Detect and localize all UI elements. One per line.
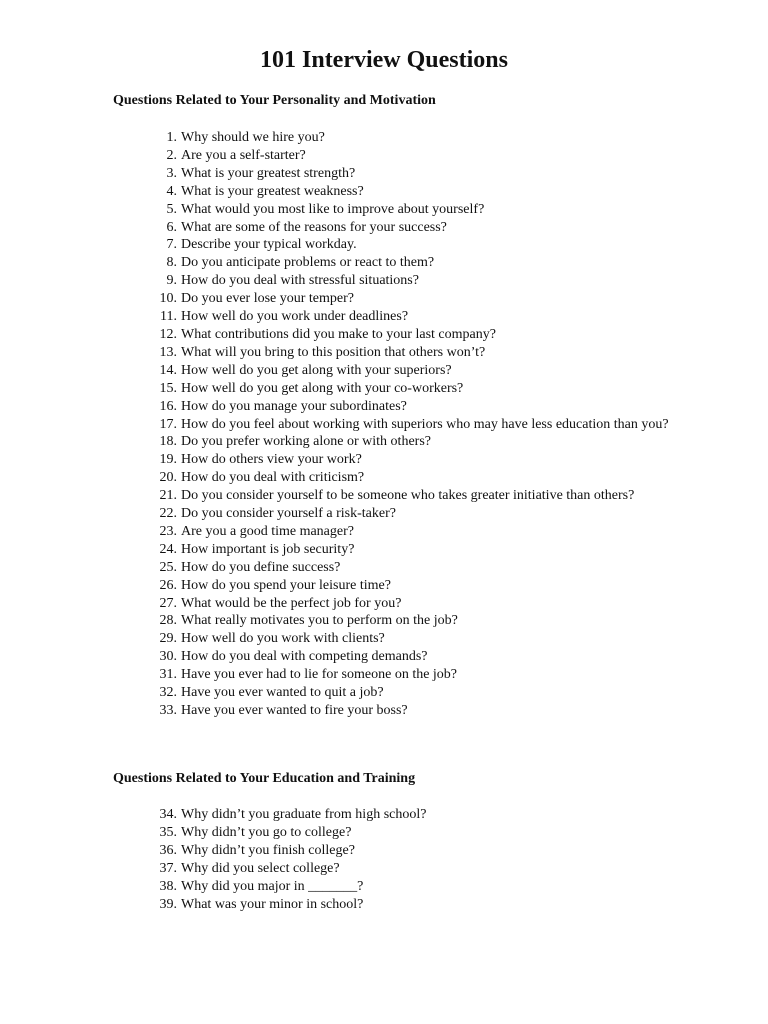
- question-item: [150, 147, 670, 165]
- question-number: 10.: [159, 291, 177, 307]
- question-number: 39.: [159, 896, 177, 912]
- question-text: What is your greatest strength?: [181, 165, 356, 181]
- question-item: [150, 236, 670, 254]
- question-number: 5.: [166, 201, 177, 217]
- question-item: [150, 398, 670, 416]
- question-text: Do you consider yourself a risk-taker?: [181, 506, 396, 522]
- question-number: 9.: [166, 273, 177, 289]
- question-item: [150, 451, 670, 469]
- question-item: [150, 577, 670, 595]
- question-number: 26.: [159, 577, 177, 593]
- question-text: How well do you work under deadlines?: [181, 309, 409, 325]
- question-text: What is your greatest weakness?: [181, 183, 364, 199]
- question-item: [150, 326, 670, 344]
- question-item: [150, 684, 670, 702]
- question-number: 25.: [159, 559, 177, 575]
- question-text: Do you prefer working alone or with others?: [181, 434, 431, 450]
- question-number: 22.: [159, 506, 177, 522]
- question-number: 34.: [159, 807, 177, 822]
- question-text: What are some of the reasons for your success?: [181, 219, 447, 235]
- question-number: 27.: [159, 595, 177, 611]
- question-text: Do you anticipate problems or react to them?: [181, 255, 435, 271]
- question-number: 18.: [159, 434, 177, 450]
- question-item: [150, 290, 670, 308]
- question-number: 30.: [159, 649, 177, 665]
- question-item: [150, 344, 670, 362]
- question-item: [150, 469, 670, 487]
- question-item: [150, 612, 670, 630]
- question-number: 11.: [160, 309, 177, 325]
- question-number: 31.: [159, 667, 177, 683]
- question-item: [150, 702, 670, 720]
- question-text: How do you deal with stressful situations?: [181, 273, 419, 289]
- question-text: Are you a good time manager?: [181, 523, 354, 539]
- question-item: [150, 806, 670, 824]
- question-number: 13.: [159, 344, 177, 360]
- question-number: 33.: [159, 703, 177, 718]
- question-item: [150, 201, 670, 219]
- question-text: What contributions did you make to your last company?: [181, 326, 496, 342]
- page-title: 101 Interview Questions: [260, 47, 508, 73]
- question-number: 29.: [159, 631, 177, 647]
- question-number: 3.: [166, 165, 177, 181]
- question-text: Do you ever lose your temper?: [181, 291, 354, 307]
- question-text: How do you deal with competing demands?: [181, 649, 428, 665]
- question-item: [150, 362, 670, 380]
- question-item: [150, 648, 670, 666]
- question-text: How well do you get along with your superiors?: [181, 362, 452, 378]
- question-text: Why didn’t you go to college?: [181, 824, 352, 840]
- question-item: [150, 824, 670, 842]
- question-number: 16.: [159, 398, 177, 414]
- question-item: [150, 842, 670, 860]
- question-number: 2.: [166, 147, 177, 163]
- question-text: How do you feel about working with superiors who may have less education than you?: [181, 416, 669, 432]
- question-text: What would be the perfect job for you?: [181, 595, 402, 611]
- question-item: [150, 523, 670, 541]
- question-item: [150, 878, 670, 896]
- question-number: 32.: [159, 685, 177, 701]
- question-number: 24.: [159, 541, 177, 557]
- question-text: How do others view your work?: [181, 452, 362, 468]
- question-text: How do you define success?: [181, 559, 341, 575]
- question-number: 20.: [159, 470, 177, 486]
- section-heading-personality: Questions Related to Your Personality and Motivation: [113, 93, 436, 108]
- question-text: How well do you work with clients?: [181, 631, 385, 647]
- question-number: 36.: [159, 842, 177, 858]
- question-text: Do you consider yourself to be someone who takes greater initiative than others?: [181, 488, 635, 504]
- question-item: [150, 380, 670, 398]
- question-item: [150, 860, 670, 878]
- question-list-personality: [150, 129, 670, 720]
- question-text: Why should we hire you?: [181, 130, 325, 145]
- question-item: [150, 308, 670, 326]
- question-number: 6.: [166, 219, 177, 235]
- question-text: Why didn’t you finish college?: [181, 842, 355, 858]
- question-item: [150, 183, 670, 201]
- question-number: 19.: [159, 452, 177, 468]
- question-number: 12.: [159, 326, 177, 342]
- question-text: How well do you get along with your co-workers?: [181, 380, 464, 396]
- question-number: 7.: [166, 237, 177, 253]
- question-item: [150, 595, 670, 613]
- question-number: 4.: [166, 183, 177, 199]
- question-number: 35.: [159, 824, 177, 840]
- question-text: What was your minor in school?: [181, 896, 364, 912]
- question-text: Are you a self-starter?: [181, 147, 306, 163]
- question-text: How do you deal with criticism?: [181, 470, 365, 486]
- question-text: Why didn’t you graduate from high school?: [181, 807, 427, 822]
- question-item: [150, 416, 670, 434]
- question-item: [150, 433, 670, 451]
- question-text: How important is job security?: [181, 541, 355, 557]
- question-item: [150, 272, 670, 290]
- question-item: [150, 896, 670, 914]
- question-item: [150, 559, 670, 577]
- question-text: Why did you select college?: [181, 860, 340, 876]
- question-number: 38.: [159, 878, 177, 894]
- question-text: Why did you major in _______?: [181, 878, 364, 894]
- question-text: Describe your typical workday.: [181, 237, 357, 253]
- question-number: 37.: [159, 860, 177, 876]
- question-item: [150, 165, 670, 183]
- question-item: [150, 254, 670, 272]
- question-number: 8.: [166, 255, 177, 271]
- question-item: [150, 487, 670, 505]
- question-item: [150, 129, 670, 147]
- question-number: 21.: [159, 488, 177, 504]
- question-number: 23.: [159, 523, 177, 539]
- question-text: How do you manage your subordinates?: [181, 398, 407, 414]
- question-item: [150, 505, 670, 523]
- question-text: What will you bring to this position that others won’t?: [181, 344, 486, 360]
- question-number: 28.: [159, 613, 177, 629]
- section-heading-education: Questions Related to Your Education and Training: [113, 771, 416, 786]
- question-text: Have you ever wanted to quit a job?: [181, 685, 384, 701]
- question-text: How do you spend your leisure time?: [181, 577, 391, 593]
- question-item: [150, 219, 670, 237]
- question-text: What really motivates you to perform on the job?: [181, 613, 458, 629]
- question-number: 1.: [166, 130, 177, 145]
- question-number: 14.: [159, 362, 177, 378]
- question-number: 15.: [159, 380, 177, 396]
- question-item: [150, 630, 670, 648]
- question-number: 17.: [159, 416, 177, 432]
- question-text: Have you ever had to lie for someone on the job?: [181, 667, 458, 683]
- question-text: Have you ever wanted to fire your boss?: [181, 703, 408, 718]
- question-list-education: [150, 806, 670, 913]
- question-text: What would you most like to improve about yourself?: [181, 201, 485, 217]
- question-item: [150, 541, 670, 559]
- question-item: [150, 666, 670, 684]
